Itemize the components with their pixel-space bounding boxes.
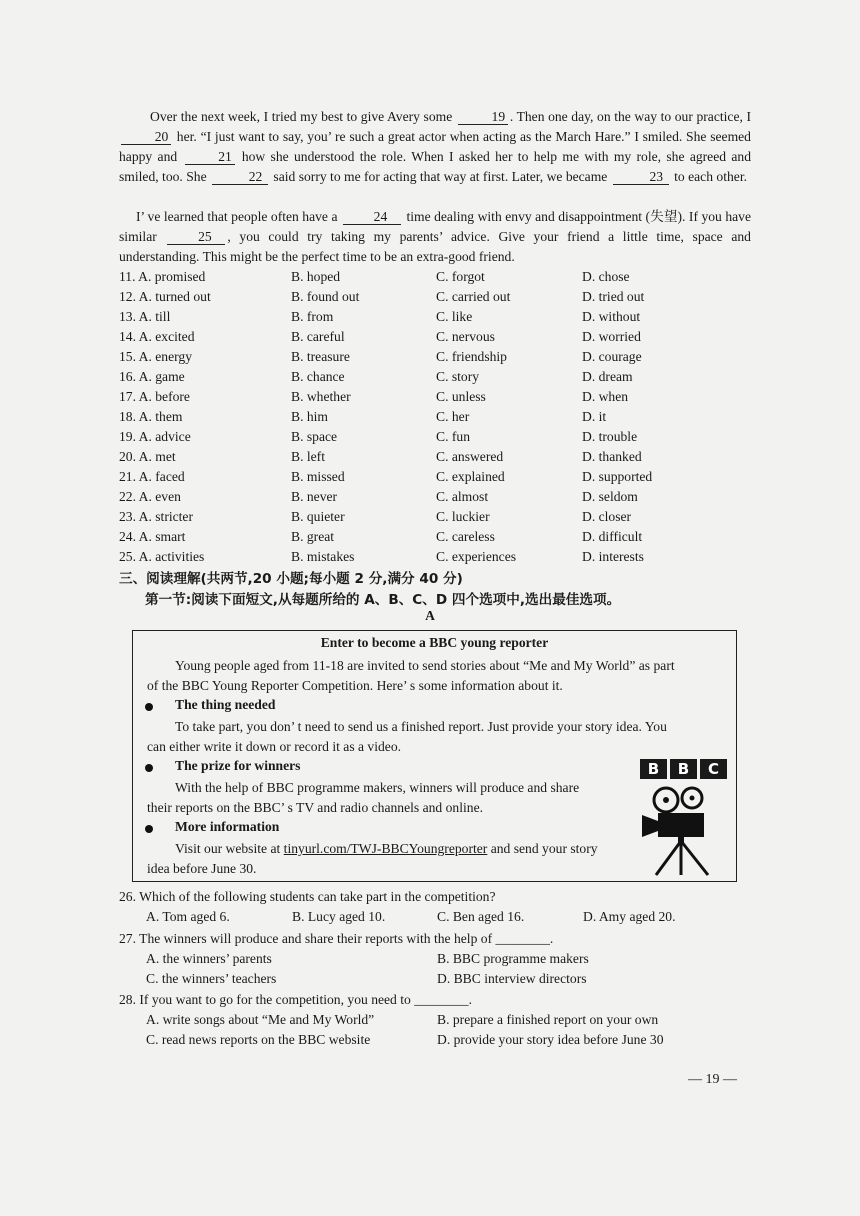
- website-link[interactable]: tinyurl.com/TWJ-BBCYoungreporter: [283, 841, 488, 856]
- option-row: [119, 327, 759, 347]
- bbc-logo-letter: B: [640, 759, 667, 779]
- option-row: [119, 287, 759, 307]
- option-b: B. space: [291, 429, 338, 444]
- option-d: D. interests: [582, 549, 644, 564]
- q26-option-b: B. Lucy aged 10.: [292, 909, 386, 924]
- option-d: D. dream: [582, 369, 633, 384]
- passage-text: If you have similar: [119, 209, 751, 244]
- bbc-ad-box: [132, 630, 737, 882]
- passage-text: time dealing with envy and disappointment (失望).: [406, 209, 686, 224]
- option-b: B. from: [291, 309, 334, 324]
- option-d: D. it: [582, 409, 607, 424]
- question-26: 26. Which of the following students can take part in the competition?: [119, 889, 496, 904]
- bbc-logo: [640, 759, 727, 779]
- option-a: 14. A. excited: [119, 329, 195, 344]
- passage-label: A: [425, 608, 435, 623]
- ad-title: Enter to become a BBC young reporter: [320, 635, 549, 650]
- option-row: [119, 487, 759, 507]
- q28-option-c: C. read news reports on the BBC website: [146, 1032, 371, 1047]
- blank-25: 25: [167, 229, 225, 245]
- option-c: C. experiences: [436, 549, 517, 564]
- option-a: 21. A. faced: [119, 469, 185, 484]
- option-a: 24. A. smart: [119, 529, 186, 544]
- passage-text: space and understanding. This might be the perfect time to be an extra-good friend.: [119, 229, 751, 264]
- option-d: D. without: [582, 309, 641, 324]
- ad-intro-line: Young people aged from 11-18 are invited to send stories about “Me and My World” as part: [175, 658, 675, 673]
- option-row: [119, 527, 759, 547]
- passage-text: I’ ve learned that people often have a: [136, 209, 338, 224]
- passage-text: said sorry to me for acting that way at first.: [273, 169, 509, 184]
- option-c: C. careless: [436, 529, 495, 544]
- option-a: 23. A. stricter: [119, 509, 193, 524]
- blank-20: 20: [121, 129, 171, 145]
- option-b: B. treasure: [291, 349, 350, 364]
- question-28: 28. If you want to go for the competition, you need to ________.: [119, 992, 472, 1007]
- ad-text: and send your story: [487, 841, 598, 856]
- page-number: — 19 —: [688, 1072, 737, 1087]
- q27-option-d: D. BBC interview directors: [437, 971, 587, 986]
- blank-22: 22: [212, 169, 268, 185]
- blank-19: 19: [458, 109, 508, 125]
- q27-option-b: B. BBC programme makers: [437, 951, 589, 966]
- q27-option-c: C. the winners’ teachers: [146, 971, 277, 986]
- bullet-icon: [145, 764, 153, 772]
- option-d: D. difficult: [582, 529, 643, 544]
- q28-option-a: A. write songs about “Me and My World”: [146, 1012, 375, 1027]
- ad-heading-prize: The prize for winners: [175, 758, 301, 773]
- option-d: D. courage: [582, 349, 642, 364]
- option-d: D. supported: [582, 469, 653, 484]
- option-c: C. almost: [436, 489, 489, 504]
- option-row: [119, 507, 759, 527]
- bbc-logo-letter: C: [700, 759, 727, 779]
- option-a: 20. A. met: [119, 449, 176, 464]
- option-row: [119, 347, 759, 367]
- cloze-options: [119, 267, 759, 567]
- blank-21: 21: [185, 149, 235, 165]
- ad-text: Visit our website at: [175, 841, 284, 856]
- ad-heading-thing-needed: The thing needed: [175, 697, 276, 712]
- ad-text-line: [175, 839, 598, 859]
- option-c: C. fun: [436, 429, 470, 444]
- film-camera-icon: [636, 785, 726, 877]
- option-c: C. explained: [436, 469, 505, 484]
- q27-option-a: A. the winners’ parents: [146, 951, 272, 966]
- passage-text: to each other.: [674, 169, 747, 184]
- passage-paragraph-2: [119, 207, 751, 267]
- option-a: 15. A. energy: [119, 349, 192, 364]
- option-d: D. chose: [582, 269, 630, 284]
- option-a: 17. A. before: [119, 389, 190, 404]
- option-row: [119, 267, 759, 287]
- option-b: B. missed: [291, 469, 345, 484]
- passage-text: her. “I just want to say, you’ re such a great actor when acting as the March Hare.”: [176, 129, 631, 144]
- option-row: [119, 467, 759, 487]
- passage-text: Later, we became: [511, 169, 608, 184]
- option-c: C. story: [436, 369, 480, 384]
- passage-paragraph-1: [119, 107, 751, 187]
- option-c: C. answered: [436, 449, 504, 464]
- option-a: 25. A. activities: [119, 549, 205, 564]
- option-b: B. him: [291, 409, 329, 424]
- bbc-logo-letter: B: [670, 759, 697, 779]
- option-c: C. like: [436, 309, 473, 324]
- option-d: D. when: [582, 389, 629, 404]
- ad-text-line: idea before June 30.: [147, 861, 257, 876]
- option-c: C. unless: [436, 389, 486, 404]
- option-b: B. left: [291, 449, 325, 464]
- q26-option-d: D. Amy aged 20.: [583, 909, 676, 924]
- option-b: B. never: [291, 489, 338, 504]
- option-a: 12. A. turned out: [119, 289, 211, 304]
- ad-text-line: With the help of BBC programme makers, winners will produce and share: [175, 780, 580, 795]
- section-title: 三、阅读理解(共两节,20 小题;每小题 2 分,满分 40 分): [119, 571, 463, 587]
- passage-text: . Then one day, on the way to our: [509, 109, 693, 124]
- q26-option-c: C. Ben aged 16.: [437, 909, 525, 924]
- option-b: B. whether: [291, 389, 351, 404]
- section-instructions: 第一节:阅读下面短文,从每题所给的 A、B、C、D 四个选项中,选出最佳选项。: [145, 592, 621, 608]
- option-a: 11. A. promised: [119, 269, 206, 284]
- option-row: [119, 447, 759, 467]
- blank-23: 23: [613, 169, 669, 185]
- option-d: D. worried: [582, 329, 641, 344]
- passage-text: with my role, she agreed and smiled, too. She: [119, 149, 751, 184]
- option-row: [119, 307, 759, 327]
- passage-text: how she understood the role. When I asked her to help me: [241, 149, 580, 164]
- ad-heading-more-info: More information: [175, 819, 280, 834]
- q26-option-a: A. Tom aged 6.: [146, 909, 230, 924]
- bullet-icon: [145, 825, 153, 833]
- passage-text: , you could try taking my parents’ advice. Give your friend a little time,: [227, 229, 684, 244]
- q28-option-d: D. provide your story idea before June 30: [437, 1032, 664, 1047]
- option-a: 18. A. them: [119, 409, 183, 424]
- option-b: B. found out: [291, 289, 360, 304]
- option-b: B. hoped: [291, 269, 341, 284]
- option-d: D. thanked: [582, 449, 642, 464]
- question-27: 27. The winners will produce and share their reports with the help of ________.: [119, 931, 554, 946]
- ad-text-line: can either write it down or record it as a video.: [147, 739, 402, 754]
- option-c: C. forgot: [436, 269, 485, 284]
- option-d: D. closer: [582, 509, 632, 524]
- option-d: D. trouble: [582, 429, 638, 444]
- ad-text-line: their reports on the BBC’ s TV and radio channels and online.: [147, 800, 483, 815]
- passage-text: practice, I: [696, 109, 752, 124]
- passage-text: I smiled. She seemed happy and: [119, 129, 751, 164]
- option-c: C. carried out: [436, 289, 511, 304]
- option-b: B. chance: [291, 369, 345, 384]
- option-row: [119, 427, 759, 447]
- ad-text-line: To take part, you don’ t need to send us a finished report. Just provide your story idea. You: [175, 719, 667, 734]
- option-a: 13. A. till: [119, 309, 171, 324]
- option-b: B. careful: [291, 329, 345, 344]
- option-b: B. mistakes: [291, 549, 355, 564]
- passage-text: Over the next week, I tried my best to give Avery some: [150, 109, 453, 124]
- option-row: [119, 367, 759, 387]
- option-c: C. her: [436, 409, 470, 424]
- option-c: C. friendship: [436, 349, 507, 364]
- option-row: [119, 547, 759, 567]
- option-c: C. nervous: [436, 329, 495, 344]
- option-c: C. luckier: [436, 509, 490, 524]
- option-a: 16. A. game: [119, 369, 185, 384]
- bullet-icon: [145, 703, 153, 711]
- option-a: 19. A. advice: [119, 429, 191, 444]
- option-row: [119, 407, 759, 427]
- option-b: B. great: [291, 529, 335, 544]
- option-a: 22. A. even: [119, 489, 181, 504]
- option-d: D. tried out: [582, 289, 645, 304]
- option-b: B. quieter: [291, 509, 345, 524]
- option-d: D. seldom: [582, 489, 638, 504]
- ad-intro-line: of the BBC Young Reporter Competition. Here’ s some information about it.: [147, 678, 563, 693]
- option-row: [119, 387, 759, 407]
- q28-option-b: B. prepare a finished report on your own: [437, 1012, 659, 1027]
- blank-24: 24: [343, 209, 401, 225]
